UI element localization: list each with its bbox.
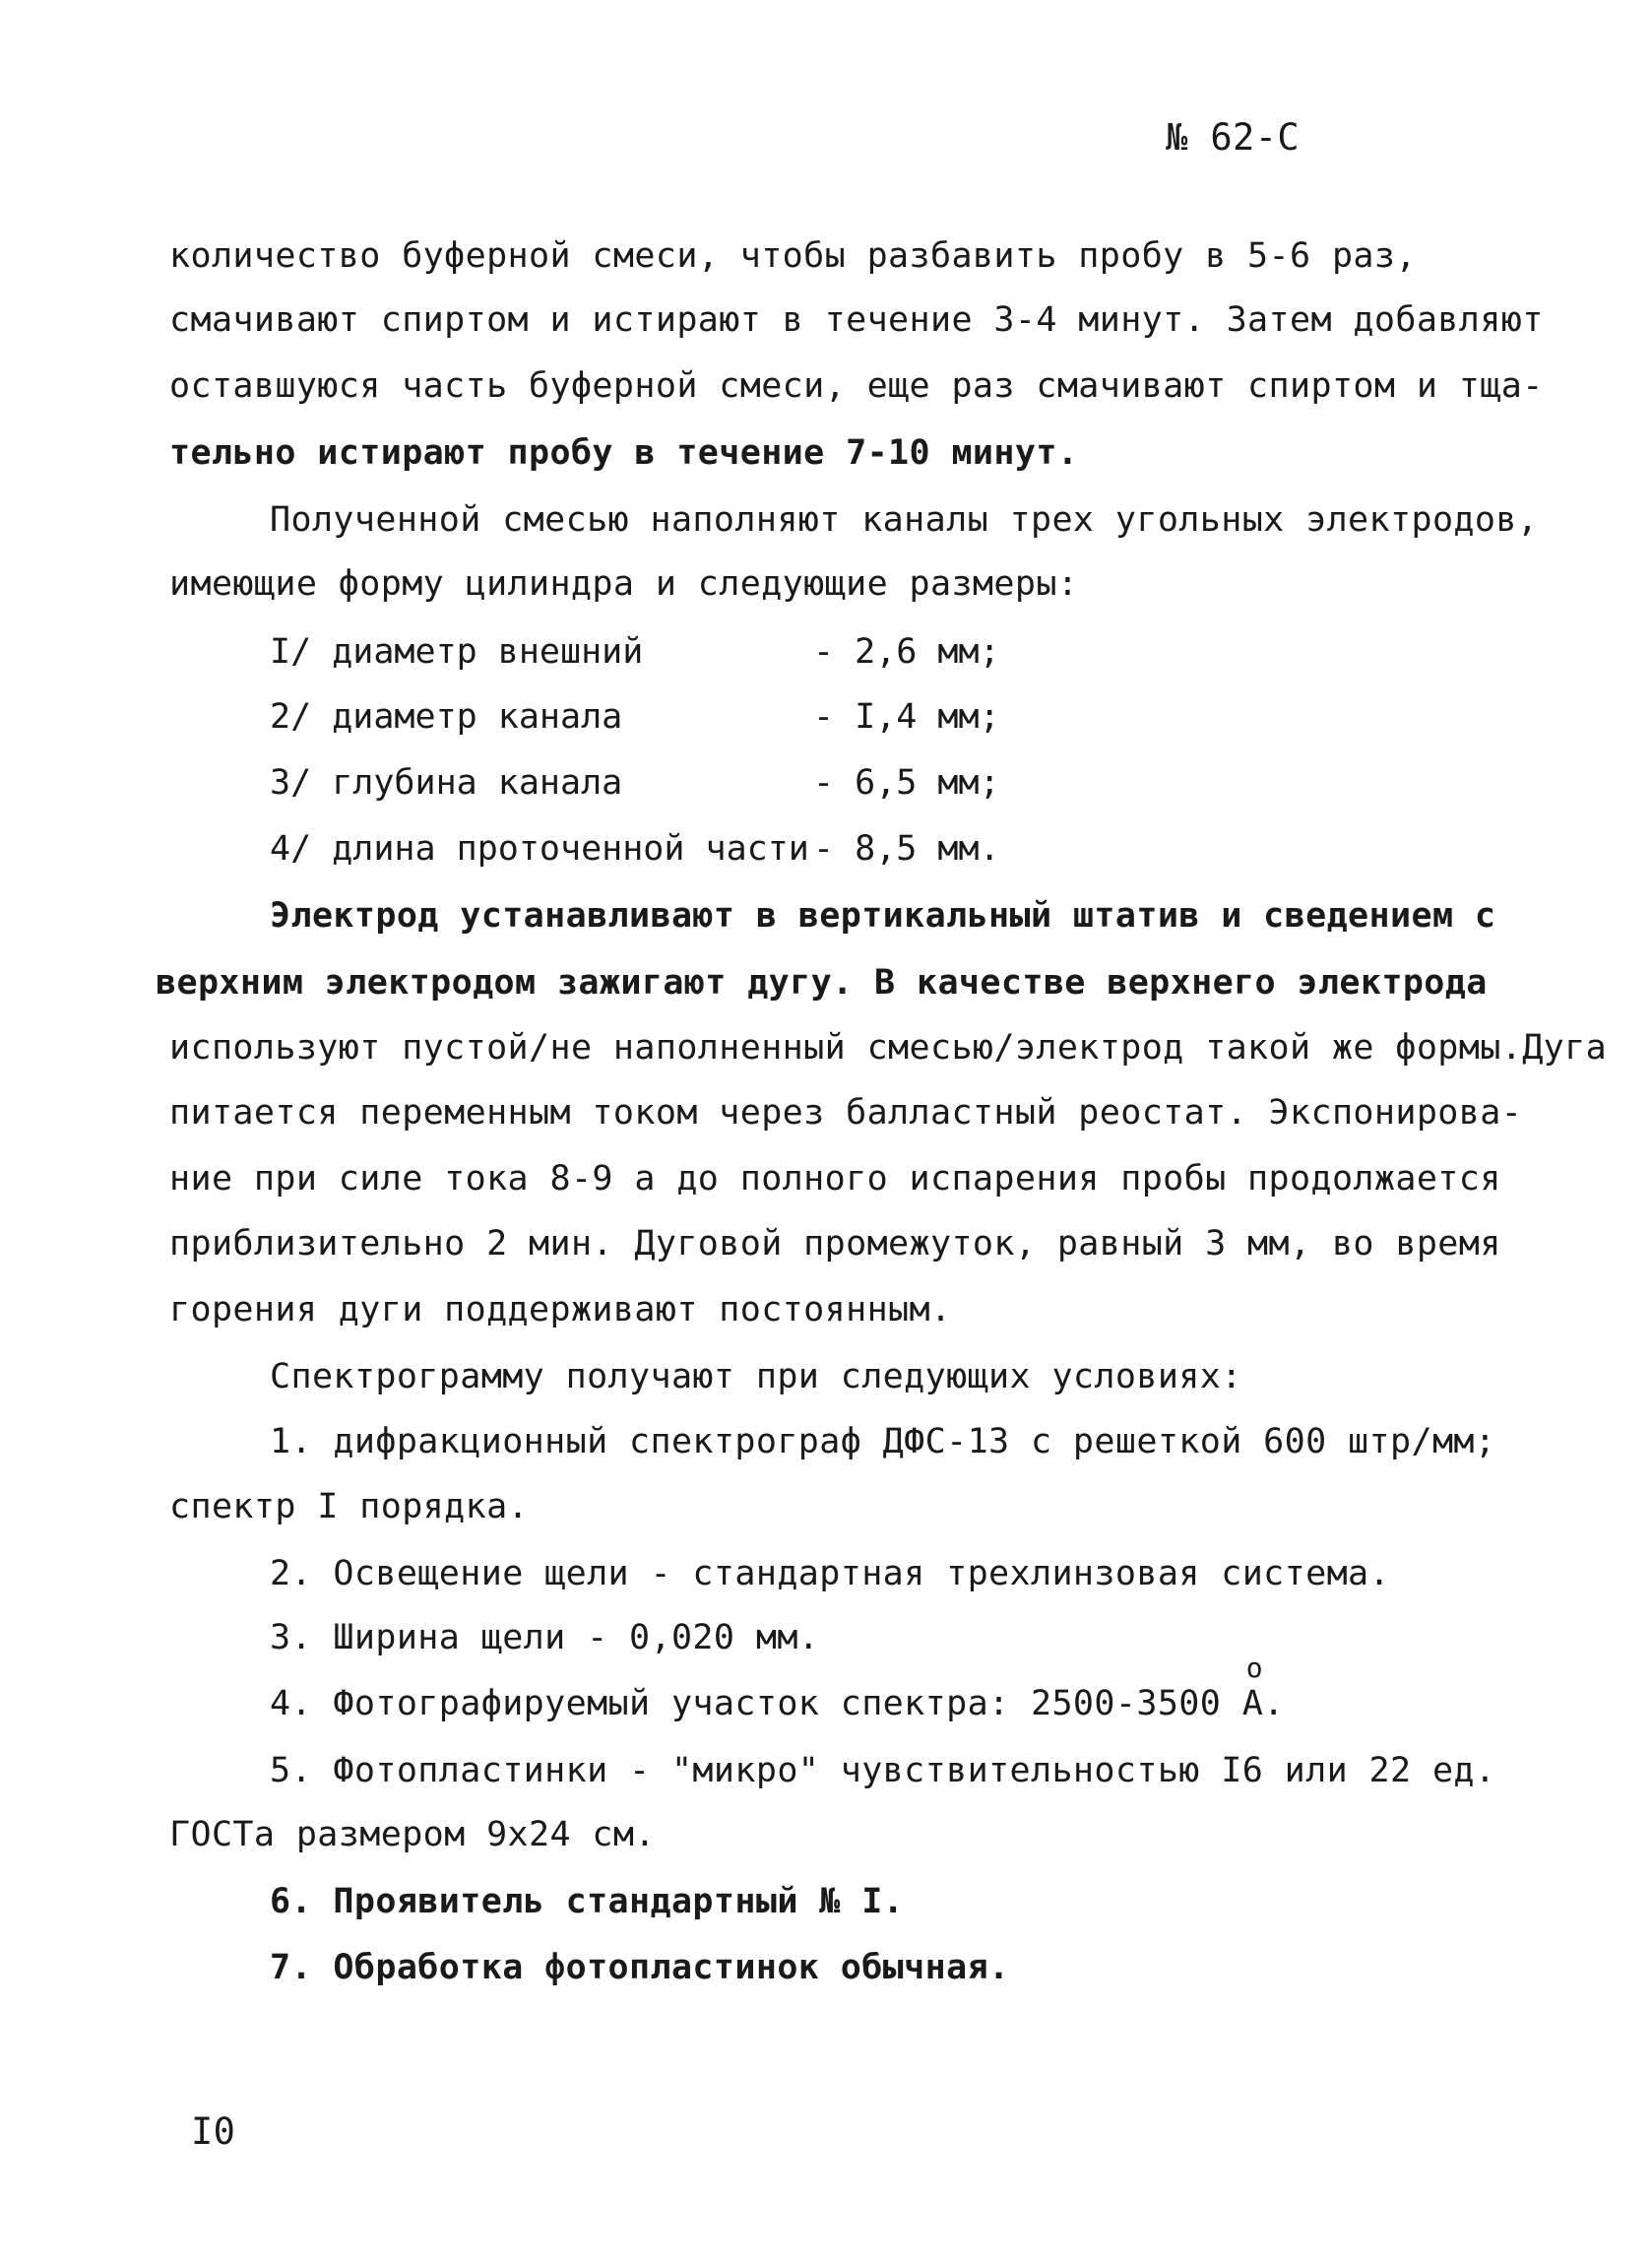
dimension-value: - I,4 мм; — [813, 697, 1000, 737]
text-line: Полученной смесью наполняют каналы трех угольных электродов, — [270, 500, 1539, 540]
text-line: используют пустой/не наполненный смесью/электрод такой же формы.Дуга — [169, 1028, 1608, 1068]
list-item: 1. дифракционный спектрограф ДФС-13 с решеткой 600 штр/мм; — [270, 1422, 1496, 1461]
dimension-label: I/ диаметр внешний — [270, 632, 644, 672]
angstrom-unit — [1241, 1652, 1285, 1723]
text-line: тельно истирают пробу в течение 7-10 минут. — [169, 433, 1079, 473]
list-item: 6. Проявитель стандартный № I. — [270, 1882, 905, 1921]
dimension-value: - 8,5 мм. — [813, 829, 1000, 869]
text-line: ние при силе тока 8-9 а до полного испарения пробы продолжается — [169, 1159, 1501, 1199]
list-item: 7. Обработка фотопластинок обычная. — [270, 1948, 1010, 1987]
page-number: I0 — [191, 2110, 236, 2153]
list-item — [270, 1652, 1285, 1723]
document-number: № 62-С — [1166, 116, 1301, 159]
text-line: оставшуюся часть буферной смеси, еще раз смачивают спиртом и тща- — [169, 366, 1544, 406]
text-line: количество буферной смеси, чтобы разбавить пробу в 5-6 раз, — [169, 236, 1417, 276]
text-line: приблизительно 2 мин. Дуговой промежуток, равный 3 мм, во время — [169, 1224, 1501, 1264]
list-item: 2. Освещение щели - стандартная трехлинзовая система. — [270, 1554, 1391, 1593]
list-item-text: 4. Фотографируемый участок спектра: 2500-3500 — [270, 1684, 1242, 1723]
list-item: 3. Ширина щели - 0,020 мм. — [270, 1618, 820, 1657]
text-line: Спектрограмму получают при следующих условиях: — [270, 1357, 1242, 1396]
text-line: питается переменным током через балластный реостат. Экспонирова- — [169, 1093, 1523, 1133]
text-line: горения дуги поддерживают постоянным. — [169, 1290, 952, 1329]
list-item: 5. Фотопластинки - "микро" чувствительностью I6 или 22 ед. — [270, 1751, 1496, 1790]
list-item: спектр I порядка. — [169, 1487, 530, 1526]
angstrom-ring: о — [1245, 1652, 1263, 1684]
angstrom-letter: А. — [1241, 1684, 1285, 1723]
text-line: верхним электродом зажигают дугу. В качестве верхнего электрода — [156, 963, 1488, 1003]
text-line: смачивают спиртом и истирают в течение 3-4 минут. Затем добавляют — [169, 300, 1544, 340]
dimension-label: 4/ длина проточенной части — [270, 829, 809, 869]
text-line: Электрод устанавливают в вертикальный штатив и сведением с — [270, 896, 1496, 936]
list-item: ГОСТа размером 9х24 см. — [169, 1815, 656, 1854]
dimension-label: 3/ глубина канала — [270, 763, 623, 803]
dimension-value: - 2,6 мм; — [813, 632, 1000, 672]
dimension-label: 2/ диаметр канала — [270, 697, 623, 737]
dimension-value: - 6,5 мм; — [813, 763, 1000, 803]
text-line: имеющие форму цилиндра и следующие размеры: — [169, 564, 1079, 604]
